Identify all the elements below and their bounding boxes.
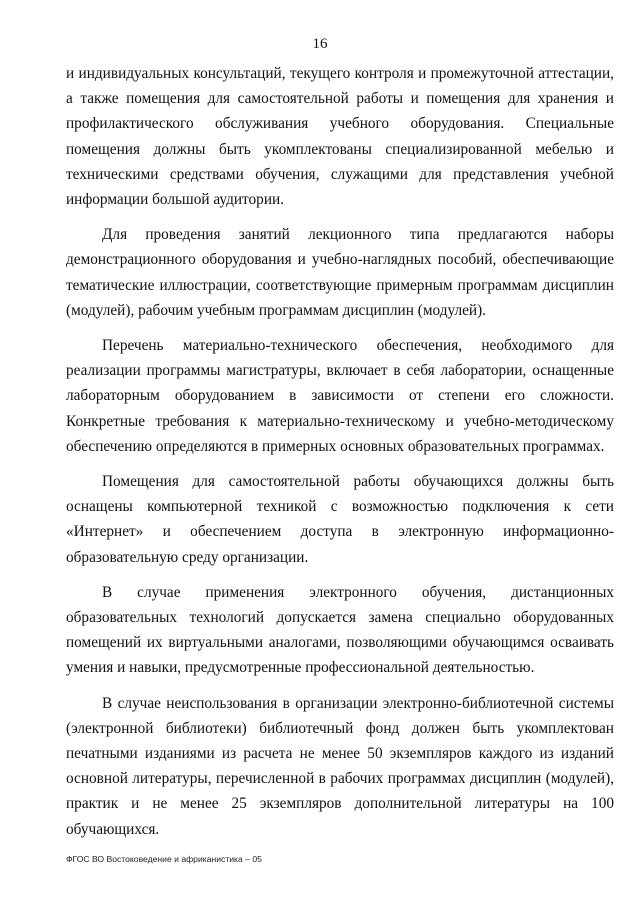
paragraph-6: В случае неиспользования в организации электронно-библиотечной системы (электронной библиотеки) библиотечный фонд должен быть укомплектован печатными изданиями из расчета не менее 50 экземпляров каждого из изданий основной литературы, перечисленной в рабочих программах дисциплин (модулей), практик и не менее 25 экземпляров дополнительной литературы на 100 обучающихся. [66,694,614,838]
footer-note: ФГОС ВО Востоковедение и африканистика – 05 [66,854,262,864]
page-number: 16 [312,36,328,52]
body-text [66,61,614,852]
paragraph-2: Для проведения занятий лекционного типа предлагаются наборы демонстрационного оборудования и учебно-наглядных пособий, обеспечивающие тематические иллюстрации, соответствующие примерным программам дисциплин (модулей), рабочим учебным программам дисциплин (модулей). [66,226,614,319]
paragraph-4: Помещения для самостоятельной работы обучающихся должны быть оснащены компьютерной техникой с возможностью подключения к сети «Интернет» и обеспечением доступа в электронную информационно-образовательную среду организации. [66,473,614,566]
paragraph-5: В случае применения электронного обучения, дистанционных образовательных технологий допускается замена специально оборудованных помещений их виртуальными аналогами, позволяющими обучающимся осваивать умения и навыки, предусмотренные профессиональной деятельностью. [66,583,614,677]
paragraph-1: и индивидуальных консультаций, текущего контроля и промежуточной аттестации, а также помещения для самостоятельной работы и помещения для хранения и профилактического обслуживания учебного оборудования. Специальные помещения должны быть укомплектованы специализированной мебелью и техническими средствами обучения, служащими для представления учебной информации большой аудитории. [66,65,614,209]
paragraph-3: Перечень материально-технического обеспечения, необходимого для реализации программы магистратуры, включает в себя лаборатории, оснащенные лабораторным оборудованием в зависимости от степени его сложности. Конкретные требования к материально-техническому и учебно-методическому обеспечению определяются в примерных основных образовательных программах. [66,337,614,455]
